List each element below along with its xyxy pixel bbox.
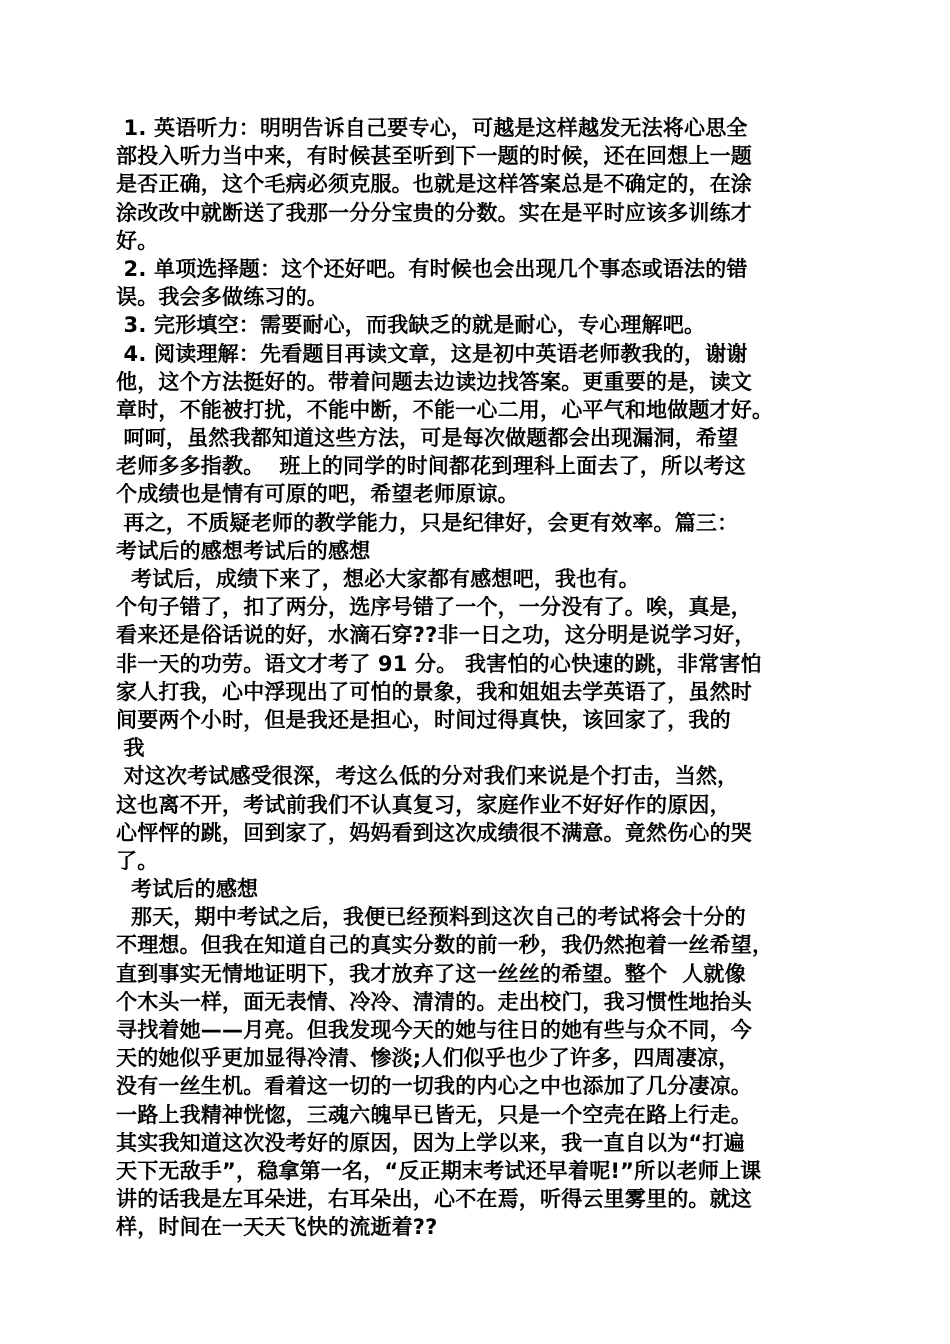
text-line: 涂改改中就断送了我那一分分宝贵的分数。实在是平时应该多训练才 xyxy=(116,200,752,225)
text-line: 考试后，成绩下来了，想必大家都有感想吧，我也有。 xyxy=(116,567,640,591)
text-line: 章时，不能被打扰，不能中断，不能一心二用，心平气和地做题才好。 xyxy=(116,397,774,422)
text-line: 呵呵，虽然我都知道这些方法，可是每次做题都会出现漏洞，希望 xyxy=(116,426,739,451)
text-line: 样，时间在一天天飞快的流逝着?? xyxy=(116,1215,438,1240)
text-line: 好。 xyxy=(116,228,159,253)
text-line: 是否正确，这个毛病必须克服。也就是这样答案总是不确定的，在涂 xyxy=(116,172,752,197)
text-line: 再之，不质疑老师的教学能力，只是纪律好，会更有效率。篇三： xyxy=(116,510,739,535)
document-body-text xyxy=(116,114,856,1242)
text-line: 老师多多指教。 班上的同学的时间都花到理科上面去了，所以考这 xyxy=(116,454,746,479)
text-line: 我 xyxy=(116,736,145,761)
text-line: 3. 完形填空：需要耐心，而我缺乏的就是耐心，专心理解吧。 xyxy=(116,313,706,338)
text-line: 个木头一样，面无表情、冷冷、清清的。走出校门，我习惯性地抬头 xyxy=(116,989,752,1014)
text-line: 了。 xyxy=(116,848,159,873)
text-line: 心怦怦的跳，回到家了，妈妈看到这次成绩很不满意。竟然伤心的哭 xyxy=(116,820,752,845)
text-line: 寻找着她——月亮。但我发现今天的她与往日的她有些与众不同，今 xyxy=(116,1018,752,1042)
text-line: 1. 英语听力：明明告诉自己要专心，可越是这样越发无法将心思全 xyxy=(116,116,748,140)
text-line: 讲的话我是左耳朵进，右耳朵出，心不在焉，听得云里雾里的。就这 xyxy=(116,1187,752,1212)
text-line: 这也离不开，考试前我们不认真复习，家庭作业不好好作的原因， xyxy=(116,792,731,817)
text-line: 对这次考试感受很深，考这么低的分对我们来说是个打击，当然， xyxy=(116,764,739,789)
text-line: 天的她似乎更加显得冷清、惨淡;人们似乎也少了许多，四周凄凉， xyxy=(116,1046,740,1071)
text-line: 没有一丝生机。看着这一切的一切我的内心之中也添加了几分凄凉。 xyxy=(116,1074,752,1099)
text-line: 考试后的感想考试后的感想 xyxy=(116,538,371,563)
text-line: 个成绩也是情有可原的吧，希望老师原谅。 xyxy=(116,482,519,507)
text-line: 部投入听力当中来，有时候甚至听到下一题的时候，还在回想上一题 xyxy=(116,144,752,169)
text-line: 他，这个方法挺好的。带着问题去边读边找答案。更重要的是，读文 xyxy=(116,369,752,394)
text-line: 那天，期中考试之后，我便已经预料到这次自己的考试将会十分的 xyxy=(116,905,746,930)
text-line: 直到事实无情地证明下，我才放弃了这一丝丝的希望。整个 人就像 xyxy=(116,961,746,986)
text-line: 家人打我，心中浮现出了可怕的景象，我和姐姐去学英语了，虽然时 xyxy=(116,679,752,704)
text-line: 一路上我精神恍惚，三魂六魄早已皆无，只是一个空壳在路上行走。 xyxy=(116,1102,752,1127)
text-line: 看来还是俗话说的好，水滴石穿??非一日之功，这分明是说学习好， xyxy=(116,623,756,648)
text-line: 不理想。但我在知道自己的真实分数的前一秒，我仍然抱着一丝希望， xyxy=(116,933,774,958)
text-line: 个句子错了，扣了两分，选序号错了一个，一分没有了。唉，真是， xyxy=(116,595,752,620)
text-line: 非一天的功劳。语文才考了 91 分。 我害怕的心快速的跳，非常害怕 xyxy=(116,651,762,676)
text-line: 考试后的感想 xyxy=(116,877,259,902)
text-line: 天下无敌手”，稳拿第一名，“反正期末考试还早着呢!”所以老师上课 xyxy=(116,1158,762,1183)
text-line: 间要两个小时，但是我还是担心，时间过得真快，该回家了，我的 xyxy=(116,707,731,732)
text-line: 4. 阅读理解：先看题目再读文章，这是初中英语老师教我的，谢谢 xyxy=(116,341,748,366)
text-line: 误。我会多做练习的。 xyxy=(116,285,328,310)
text-line: 2. 单项选择题：这个还好吧。有时候也会出现几个事态或语法的错 xyxy=(116,256,748,281)
text-line: 其实我知道这次没考好的原因，因为上学以来，我一直自以为“打遍 xyxy=(116,1130,745,1155)
